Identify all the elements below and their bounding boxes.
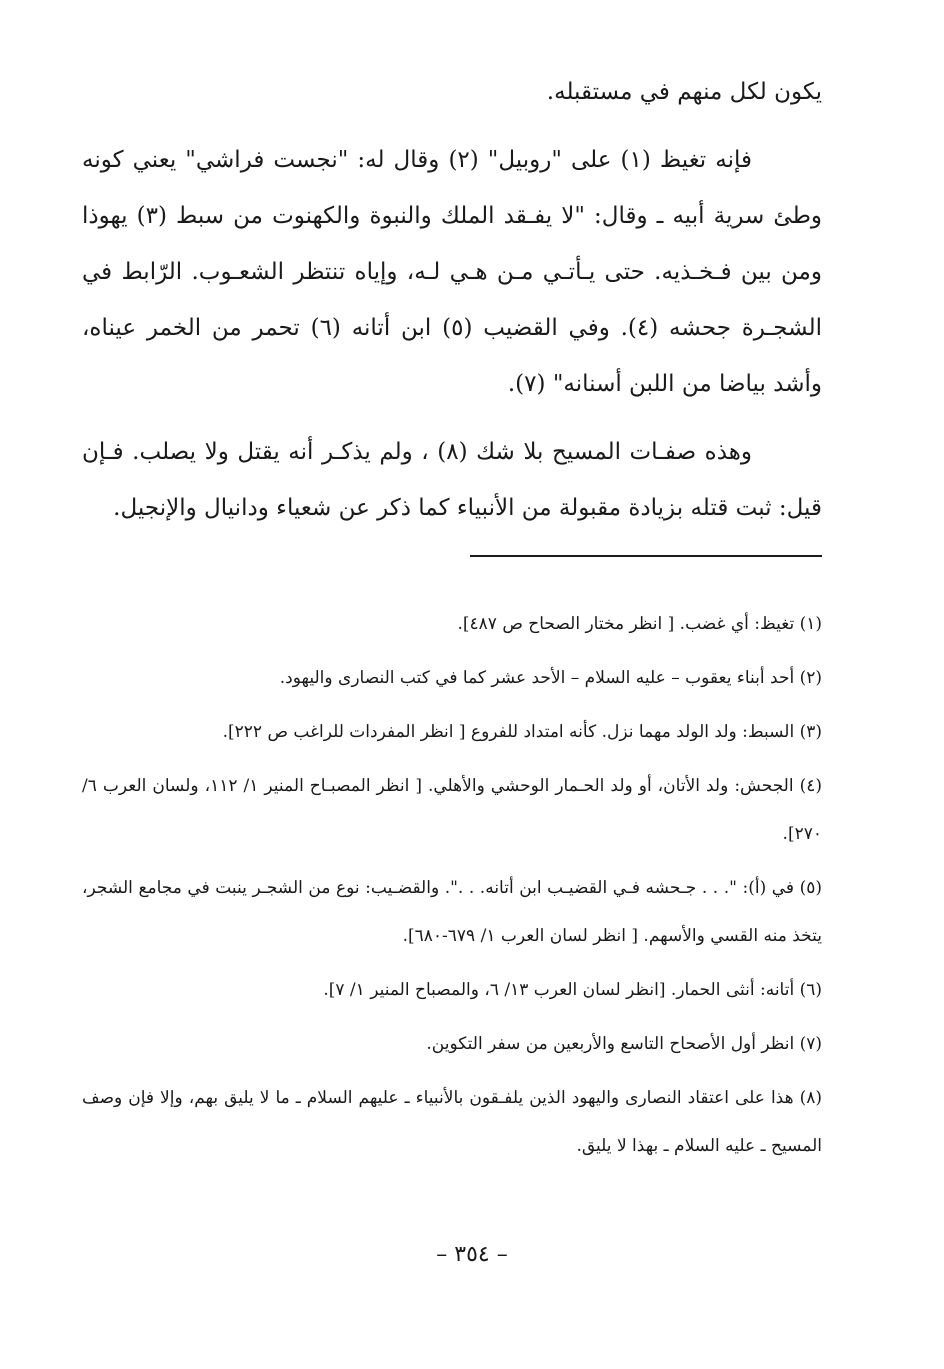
- footnote-8: (٨) هذا على اعتقاد النصارى واليهود الذين يلفـقون بالأنبياء ـ عليهم السلام ـ ما لا يليق بهم، وإلا فإن وصف المسيح ـ عليه السلام ـ بهذا لا يليق.: [82, 1088, 822, 1156]
- footnote-4: (٤) الجحش: ولد الأتان، أو ولد الحـمار الوحشي والأهلي. [ انظر المصبـاح المنير ١/ ١١٢، ولسان العرب ٦/ ٢٧٠].: [82, 776, 822, 844]
- footnote-7: (٧) انظر أول الأصحاح التاسع والأربعين من سفر التكوين.: [426, 1034, 822, 1054]
- footnote-3: (٣) السبط: ولد الولد مهما نزل. كأنه امتداد للفروع [ انظر المفردات للراغب ص ٢٢٢].: [222, 722, 822, 742]
- footnote-5: (٥) في (أ): ". . . جـحشه فـي القضيـب ابن أتانه. . .". والقضـيب: نوع من الشجـر ينبت في مجامع الشجر، يتخذ منه القسي والأسهم. [ انظر لسان العرب ١/ ٦٧٩-٦٨٠].: [82, 878, 822, 946]
- footnote-6: (٦) أتانه: أنثى الحمار. [انظر لسان العرب ١٣/ ٦، والمصباح المنير ١/ ٧].: [323, 980, 822, 1000]
- paragraph-3: وهذه صفـات المسيح بلا شك (٨) ، ولم يذكـر أنه يقتل ولا يصلب. فـإن قيل: ثبت قتله بزيادة مقبولة من الأنبياء كما ذكر عن شعياء ودانيال والإنجيل.: [82, 439, 822, 521]
- footnote-2: (٢) أحد أبناء يعقوب – عليه السلام – الأحد عشر كما في كتب النصارى واليهود.: [279, 668, 822, 688]
- paragraph-2: فإنه تغيظ (١) على "روبيل" (٢) وقال له: "نجست فراشي" يعني كونه وطئ سرية أبيه ـ وقال: "لا يفـقد الملك والنبوة والكهنوت من سبط (٣) يهوذا ومن بين فـخـذيه. حتى يـأتـي مـن هـي لـه، وإياه تنتظر الشعـوب. الرّابط في الشجـرة جحشه (٤). وفي القضيب (٥) ابن أتانه (٦) تحمر من الخمر عيناه، وأشد بياضا من اللبن أسنانه" (٧).: [82, 147, 822, 397]
- footnotes: [82, 600, 822, 1176]
- main-text: [82, 64, 822, 536]
- paragraph-1: يكون لكل منهم في مستقبله.: [546, 79, 822, 105]
- footnote-separator: [470, 555, 822, 557]
- footnote-1: (١) تغيظ: أي غضب. [ انظر مختار الصحاح ص ٤٨٧].: [457, 614, 822, 634]
- page-number: – ٣٥٤ –: [436, 1242, 508, 1267]
